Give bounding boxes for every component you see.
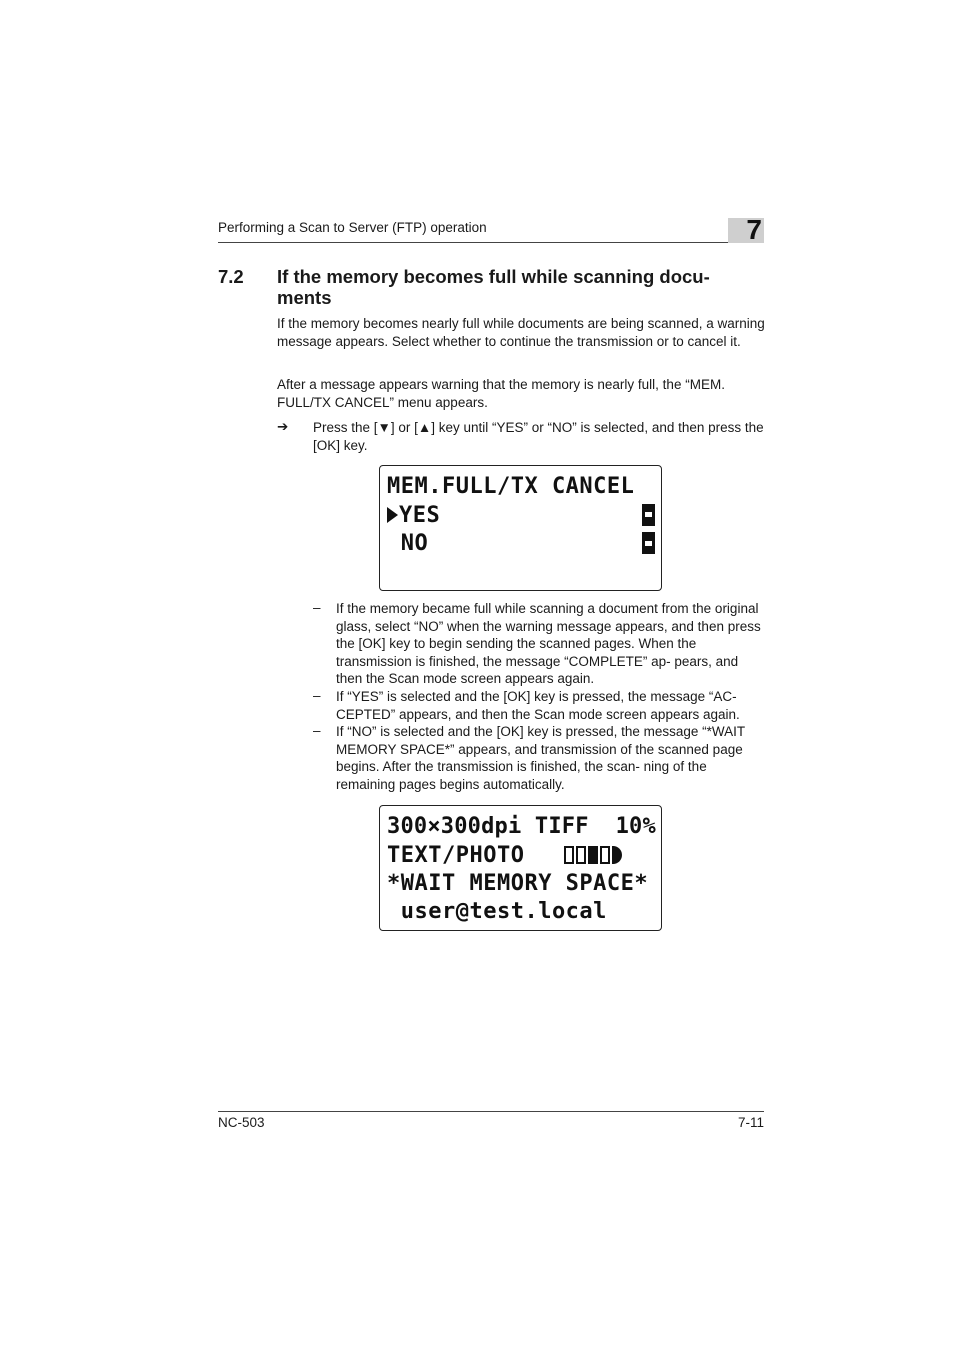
footer-model: NC-503 <box>218 1115 265 1130</box>
running-header-title: Performing a Scan to Server (FTP) operation <box>218 220 487 235</box>
bullet-dash: – <box>313 600 321 615</box>
chapter-number: 7 <box>746 214 762 245</box>
chapter-tab <box>728 214 764 245</box>
lcd2-line-4: user@test.local <box>387 899 607 924</box>
bullet-item-yes-selected: If “YES” is selected and the [OK] key is pressed, the message “AC- CEPTED” appears, and then the Scan mode screen appears again. <box>336 689 740 722</box>
footer-page-number: 7-11 <box>737 1115 764 1130</box>
lcd1-line-2 <box>387 503 440 529</box>
bullet-item-no-selected: If “NO” is selected and the [OK] key is pressed, the message “*WAIT MEMORY SPACE*” appears, and transmission of the scanned page begins. After the transmission is finished, the scan- ning of the remaining pages begins automatically. <box>336 724 745 792</box>
step-instruction: Press the [▼] or [▲] key until “YES” or “NO” is selected, and then press the [OK] key. <box>313 420 764 453</box>
header-rule <box>218 242 764 243</box>
footer-rule <box>218 1111 764 1112</box>
intro-paragraph: If the memory becomes nearly full while documents are being scanned, a warning message appears. Select whether to continue the transmission or to cancel it. <box>277 316 765 349</box>
lcd1-line-1: MEM.FULL/TX CANCEL <box>387 474 635 499</box>
scroll-down-icon <box>642 532 655 554</box>
bullet-item-original-glass: If the memory became full while scanning a document from the original glass, select “NO” when the warning message appears, and then press the [OK] key to begin sending the scanned pages. When the transmission is finished, the message “COMPLETE” ap- pears, and then the Scan mode screen appears again. <box>336 601 761 687</box>
lcd2-line-1: 300×300dpi TIFF 10% <box>387 814 656 839</box>
lcd-panel-wait-memory <box>379 805 662 931</box>
lcd2-line-3: *WAIT MEMORY SPACE* <box>387 871 649 896</box>
step-arrow-icon: ➔ <box>277 419 289 434</box>
lcd2-line-2: TEXT/PHOTO <box>387 843 525 868</box>
lcd1-option-no: NO <box>387 531 429 556</box>
menu-paragraph: After a message appears warning that the memory is nearly full, the “MEM. FULL/TX CANCEL” menu appears. <box>277 377 725 410</box>
bullet-dash: – <box>313 688 321 703</box>
section-title: If the memory becomes full while scanning docu- ments <box>277 266 710 308</box>
lcd1-option-yes: YES <box>399 503 441 528</box>
section-number: 7.2 <box>218 266 244 287</box>
scroll-up-icon <box>642 504 655 526</box>
lcd-panel-mem-full <box>379 465 662 591</box>
density-gauge-icon <box>564 846 628 864</box>
bullet-dash: – <box>313 723 321 738</box>
selection-cursor-icon <box>387 507 398 523</box>
